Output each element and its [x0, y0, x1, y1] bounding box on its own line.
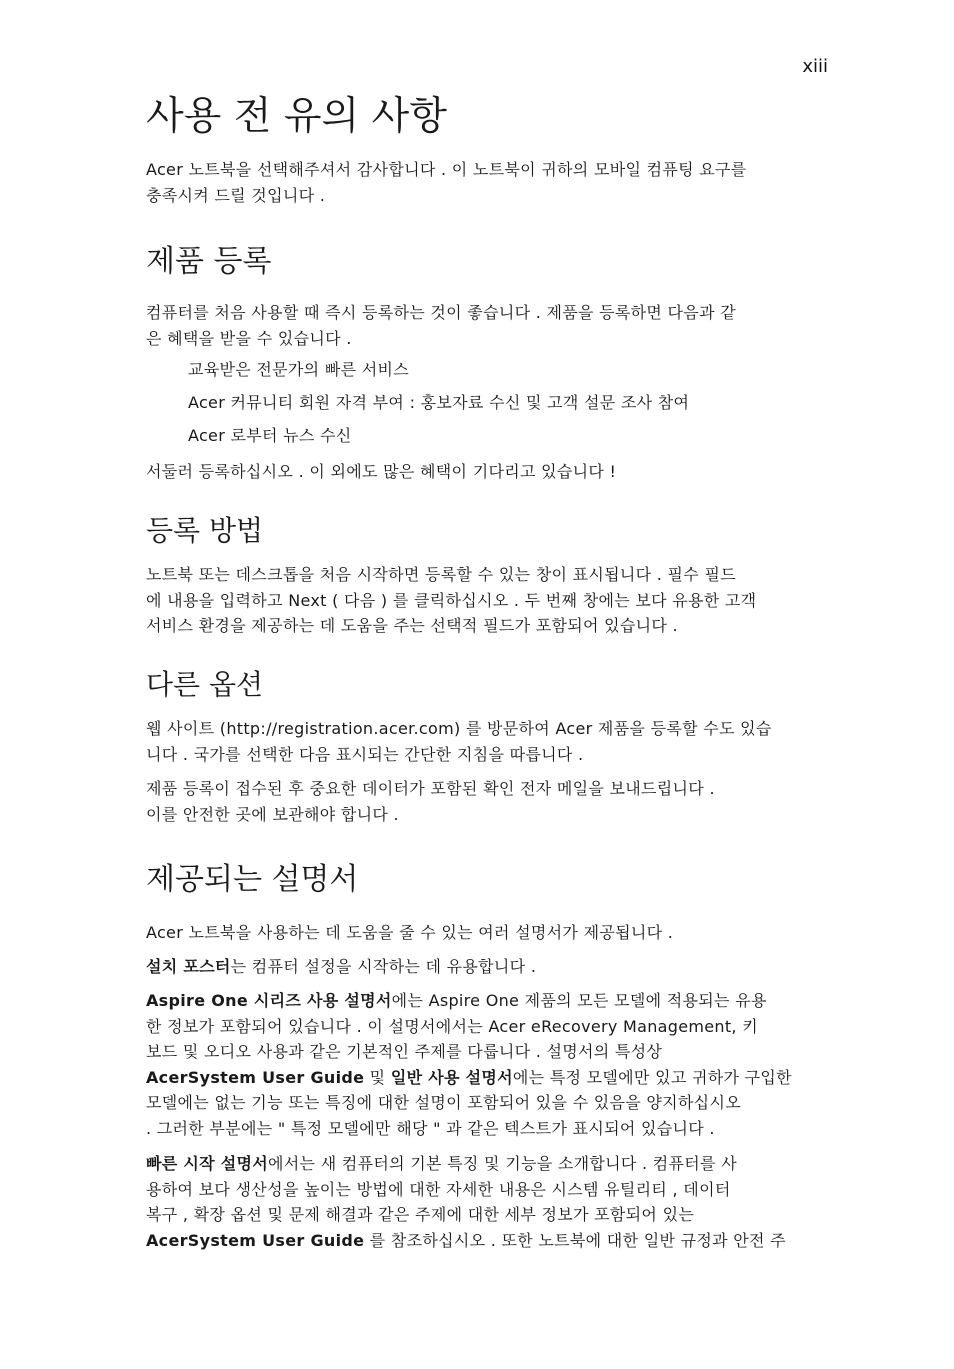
- benefits-list: [146, 423, 830, 449]
- paragraph-line: 에 내용을 입력하고 Next ( 다음 ) 를 클릭하십시오 . 두 번째 창에는 보다 유용한 고객: [146, 590, 757, 610]
- other-options-paragraph: [146, 716, 830, 767]
- registration-paragraph: [146, 300, 830, 351]
- paragraph-line: [146, 954, 830, 980]
- list-item: 교육받은 전문가의 빠른 서비스: [188, 360, 409, 379]
- text-span: 를 참조하십시오 . 또한 노트북에 대한 일반 규정과 안전 주: [364, 1230, 786, 1250]
- paragraph-line: Acer 노트북을 사용하는 데 도움을 줄 수 있는 여러 설명서가 제공됩니다 .: [146, 923, 674, 942]
- paragraph-line: 서둘러 등록하십시오 . 이 외에도 많은 혜택이 기다리고 있습니다 !: [146, 462, 617, 481]
- text-span: 및: [364, 1067, 391, 1087]
- bold-term: 일반 사용 설명서: [390, 1067, 513, 1087]
- intro-line: 충족시켜 드릴 것입니다 .: [146, 185, 326, 205]
- paragraph-line: 은 혜택을 받을 수 있습니다 .: [146, 328, 352, 348]
- paragraph-line: [146, 1228, 830, 1254]
- page-number: xiii: [802, 56, 828, 77]
- bold-term: Aspire One 시리즈 사용 설명서: [146, 991, 392, 1010]
- list-item: Acer 로부터 뉴스 수신: [188, 426, 352, 445]
- other-options-paragraph: [146, 776, 830, 827]
- user-guide-paragraph: [146, 988, 830, 1141]
- bold-term: 빠른 시작 설명서: [146, 1154, 269, 1173]
- section-heading-how-to: 등록 방법: [146, 514, 264, 547]
- section-heading-other-options: 다른 옵션: [146, 668, 264, 701]
- bold-term: AcerSystem User Guide: [146, 1067, 365, 1087]
- paragraph-line: 용하여 보다 생산성을 높이는 방법에 대한 자세한 내용은 시스템 유틸리티 , 데이터: [146, 1179, 731, 1199]
- paragraph-line: [146, 988, 830, 1014]
- paragraph-line: 모델에는 없는 기능 또는 특징에 대한 설명이 포함되어 있을 수 있음을 양지하십시오: [146, 1093, 741, 1112]
- bold-term: AcerSystem User Guide: [146, 1230, 365, 1250]
- section-heading-manuals: 제공되는 설명서: [146, 862, 359, 897]
- paragraph-line: 컴퓨터를 처음 사용할 때 즉시 등록하는 것이 좋습니다 . 제품을 등록하면 다음과 같: [146, 303, 736, 322]
- section-heading-registration: 제품 등록: [146, 244, 272, 279]
- paragraph-line: 한 정보가 포함되어 있습니다 . 이 설명서에서는 Acer eRecovery Management, 키: [146, 1016, 758, 1036]
- intro-paragraph: [146, 157, 830, 208]
- paragraph-line: 복구 , 확장 옵션 및 문제 해결과 같은 주제에 대한 세부 정보가 포함되어 있는: [146, 1205, 695, 1224]
- paragraph-line: 노트북 또는 데스크톱을 처음 시작하면 등록할 수 있는 창이 표시됩니다 . 필수 필드: [146, 565, 736, 584]
- paragraph-line: 제품 등록이 접수된 후 중요한 데이터가 포함된 확인 전자 메일을 보내드립니다 .: [146, 779, 715, 798]
- list-item: Acer 커뮤니티 회원 자격 부여 : 홍보자료 수신 및 고객 설문 조사 참여: [188, 393, 690, 412]
- paragraph-line: . 그러한 부분에는 " 특정 모델에만 해당 " 과 같은 텍스트가 표시되어 있습니다 .: [146, 1118, 715, 1138]
- registration-closing: [146, 459, 830, 485]
- text-span: 에서는 새 컴퓨터의 기본 특징 및 기능을 소개합니다 . 컴퓨터를 사: [268, 1154, 737, 1173]
- bold-term: 설치 포스터: [146, 957, 231, 976]
- setup-poster-paragraph: [146, 954, 830, 980]
- paragraph-line: 웹 사이트 (http://registration.acer.com) 를 방문하여 Acer 제품을 등록할 수도 있습: [146, 719, 772, 738]
- paragraph-line: 보드 및 오디오 사용과 같은 기본적인 주제를 다룹니다 . 설명서의 특성상: [146, 1042, 663, 1061]
- manuals-intro: [146, 920, 830, 946]
- intro-line: Acer 노트북을 선택해주셔서 감사합니다 . 이 노트북이 귀하의 모바일 컴퓨팅 요구를: [146, 160, 747, 179]
- paragraph-line: [146, 1065, 830, 1091]
- text-span: 는 컴퓨터 설정을 시작하는 데 유용합니다 .: [230, 957, 537, 976]
- paragraph-line: 서비스 환경을 제공하는 데 도움을 주는 선택적 필드가 포함되어 있습니다 .: [146, 616, 678, 635]
- paragraph-line: 니다 . 국가를 선택한 다음 표시되는 간단한 지침을 따릅니다 .: [146, 744, 584, 764]
- how-to-paragraph: [146, 562, 830, 639]
- quick-start-paragraph: [146, 1151, 830, 1253]
- benefits-list: [146, 390, 830, 416]
- page-title: 사용 전 유의 사항: [146, 94, 447, 139]
- text-span: 에는 Aspire One 제품의 모든 모델에 적용되는 유용: [391, 991, 767, 1010]
- text-span: 에는 특정 모델에만 있고 귀하가 구입한: [512, 1067, 792, 1087]
- paragraph-line: [146, 1151, 830, 1177]
- paragraph-line: 이를 안전한 곳에 보관해야 합니다 .: [146, 804, 399, 824]
- benefits-list: [146, 357, 830, 383]
